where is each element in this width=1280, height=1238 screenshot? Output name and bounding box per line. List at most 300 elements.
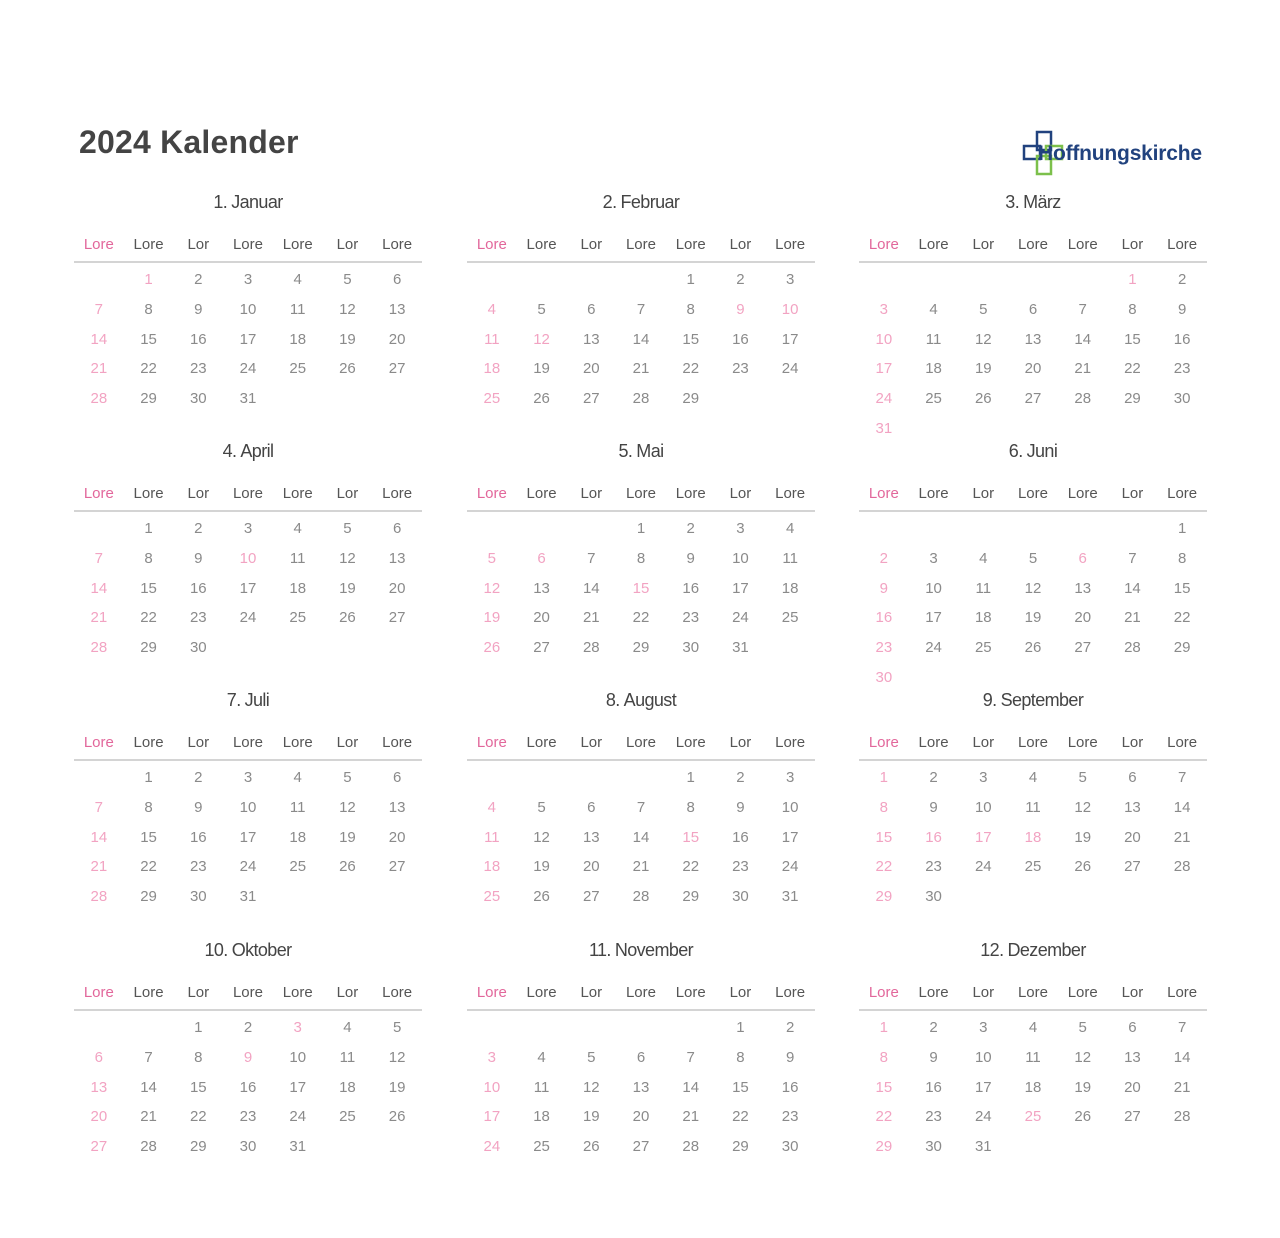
day-grid [467, 514, 815, 663]
weekday-label: Lore [133, 734, 164, 751]
month-name: Juli [244, 690, 270, 710]
weekday-label: Lor [1121, 236, 1144, 253]
day-cell: 16 [781, 1078, 799, 1096]
day-cell: 28 [140, 1138, 157, 1156]
day-cell: 18 [483, 858, 501, 876]
day-cell: 16 [239, 1078, 257, 1096]
day-cell: 26 [483, 639, 501, 657]
day-cell: 11 [289, 549, 306, 567]
day-cell: 24 [781, 858, 799, 876]
day-cell: 7 [1128, 549, 1137, 567]
day-cell: 8 [1128, 300, 1137, 318]
month-block [467, 439, 815, 663]
day-cell: 5 [343, 520, 352, 537]
weekday-label: Lore [868, 485, 899, 502]
day-cell: 3 [785, 769, 795, 786]
day-cell: 8 [194, 1048, 203, 1066]
weekday-header [859, 731, 1207, 761]
day-cell: 21 [632, 360, 650, 378]
empty-cell [517, 1013, 567, 1043]
day-cell: 14 [140, 1078, 157, 1096]
day-grid [467, 763, 815, 912]
day-cell: 16 [189, 330, 207, 348]
day-cell: 21 [90, 858, 108, 876]
weekday-label: Lor [336, 734, 359, 751]
month-block [74, 938, 422, 1162]
month-block [859, 938, 1207, 1162]
day-cell: 19 [974, 360, 992, 378]
day-cell: 10 [974, 1048, 992, 1066]
month-name: Juni [1026, 441, 1058, 461]
day-cell: 27 [1074, 639, 1092, 657]
day-cell: 1 [194, 1019, 203, 1036]
day-cell: 10 [239, 798, 257, 816]
empty-cell [74, 1013, 124, 1043]
day-cell: 23 [682, 609, 700, 627]
empty-cell [566, 514, 616, 544]
day-cell: 3 [879, 300, 889, 318]
day-cell: 31 [974, 1138, 992, 1156]
day-cell: 31 [732, 639, 749, 657]
month-title [859, 190, 1207, 214]
month-block [74, 190, 422, 414]
day-cell: 24 [974, 858, 992, 876]
month-title [467, 938, 815, 962]
month-name: Oktober [231, 940, 292, 960]
day-cell: 23 [732, 858, 749, 876]
day-cell: 22 [632, 609, 650, 627]
day-cell: 23 [781, 1108, 799, 1126]
day-cell: 23 [875, 639, 893, 657]
weekday-label: Lor [580, 984, 603, 1001]
day-cell: 29 [140, 639, 157, 657]
day-cell: 6 [587, 798, 596, 816]
weekday-label: Lore [675, 984, 706, 1001]
day-cell: 25 [974, 639, 992, 657]
day-cell: 2 [785, 1019, 795, 1036]
weekday-label: Lore [232, 734, 263, 751]
day-cell: 3 [929, 549, 938, 567]
day-cell: 2 [243, 1019, 253, 1036]
day-cell: 18 [925, 360, 942, 378]
month-title [859, 688, 1207, 712]
weekday-header [859, 981, 1207, 1011]
day-cell: 27 [90, 1138, 108, 1156]
day-cell: 30 [875, 668, 893, 686]
day-cell: 12 [339, 798, 356, 816]
day-cell: 9 [929, 1048, 938, 1066]
weekday-label: Lore [526, 734, 557, 751]
day-cell: 3 [243, 769, 253, 786]
weekday-header [859, 482, 1207, 512]
day-cell: 5 [487, 549, 497, 567]
empty-cell [859, 514, 909, 544]
month-number: 11. [588, 940, 611, 960]
day-cell: 21 [1173, 828, 1191, 846]
day-cell: 7 [636, 798, 646, 816]
day-cell: 14 [1173, 798, 1191, 816]
empty-cell [1008, 514, 1058, 544]
month-number: 7. [226, 690, 241, 710]
day-cell: 26 [388, 1108, 406, 1126]
day-cell: 2 [736, 271, 745, 288]
empty-cell [566, 1013, 616, 1043]
weekday-header [467, 482, 815, 512]
day-cell: 1 [1128, 271, 1137, 288]
day-cell: 13 [533, 579, 550, 597]
day-cell: 17 [974, 828, 992, 846]
weekday-label: Lore [526, 236, 557, 253]
day-cell: 9 [194, 798, 203, 816]
day-cell: 22 [140, 858, 157, 876]
empty-cell [74, 265, 124, 295]
day-cell: 29 [732, 1138, 749, 1156]
day-cell: 13 [1124, 1048, 1141, 1066]
day-cell: 14 [632, 828, 650, 846]
day-cell: 26 [974, 390, 992, 408]
day-cell: 5 [392, 1019, 402, 1036]
day-cell: 8 [879, 1048, 889, 1066]
day-cell: 20 [632, 1108, 650, 1126]
weekday-label: Lore [1067, 734, 1098, 751]
day-cell: 18 [781, 579, 799, 597]
day-cell: 18 [974, 609, 992, 627]
day-cell: 13 [1024, 330, 1042, 348]
day-cell: 14 [1074, 330, 1092, 348]
day-cell: 31 [289, 1138, 307, 1156]
day-cell: 12 [1024, 579, 1042, 597]
weekday-label: Lore [232, 236, 263, 253]
day-cell: 8 [879, 798, 889, 816]
month-block [467, 190, 815, 414]
day-cell: 15 [140, 330, 157, 348]
weekday-label: Lore [918, 734, 949, 751]
day-cell: 27 [1124, 1108, 1141, 1126]
day-cell: 31 [875, 419, 893, 437]
day-cell: 24 [732, 609, 749, 627]
day-cell: 5 [537, 300, 546, 318]
day-grid [467, 265, 815, 414]
month-number: 9. [982, 690, 997, 710]
day-cell: 15 [140, 579, 157, 597]
day-cell: 12 [1074, 1048, 1092, 1066]
day-cell: 7 [587, 549, 596, 567]
month-name: April [240, 441, 274, 461]
weekday-label: Lore [83, 236, 114, 253]
month-block [74, 688, 422, 912]
day-cell: 11 [289, 300, 306, 318]
day-cell: 22 [140, 360, 157, 378]
empty-cell [616, 265, 666, 295]
day-cell: 27 [582, 888, 600, 906]
day-cell: 27 [582, 390, 600, 408]
weekday-label: Lor [729, 734, 752, 751]
day-cell: 28 [1173, 1108, 1191, 1126]
day-grid [74, 763, 422, 912]
day-cell: 15 [632, 579, 650, 597]
day-cell: 13 [388, 549, 406, 567]
weekday-label: Lore [526, 485, 557, 502]
weekday-label: Lor [580, 734, 603, 751]
month-title [74, 190, 422, 214]
day-cell: 5 [1028, 549, 1038, 567]
day-cell: 20 [1074, 609, 1092, 627]
day-cell: 7 [94, 798, 104, 816]
empty-cell [517, 763, 567, 793]
day-cell: 11 [533, 1078, 550, 1096]
weekday-label: Lore [675, 734, 706, 751]
weekday-label: Lor [972, 485, 995, 502]
weekday-header [467, 731, 815, 761]
weekday-label: Lore [526, 984, 557, 1001]
day-cell: 20 [90, 1108, 108, 1126]
weekday-label: Lore [1017, 984, 1048, 1001]
day-cell: 21 [582, 609, 600, 627]
weekday-label: Lore [382, 984, 413, 1001]
day-cell: 12 [582, 1078, 600, 1096]
day-cell: 15 [875, 828, 893, 846]
day-cell: 25 [289, 609, 307, 627]
day-cell: 17 [732, 579, 749, 597]
day-cell: 25 [781, 609, 799, 627]
day-cell: 27 [1124, 858, 1141, 876]
day-cell: 20 [388, 828, 406, 846]
weekday-label: Lore [625, 734, 656, 751]
month-title [74, 688, 422, 712]
weekday-label: Lor [1121, 485, 1144, 502]
day-cell: 4 [293, 769, 302, 786]
day-cell: 11 [339, 1048, 356, 1066]
day-cell: 12 [339, 549, 356, 567]
day-cell: 30 [239, 1138, 257, 1156]
day-cell: 27 [388, 609, 406, 627]
month-number: 1. [213, 192, 228, 212]
day-cell: 3 [785, 271, 795, 288]
month-title [74, 938, 422, 962]
day-cell: 11 [1025, 798, 1041, 816]
day-cell: 13 [582, 330, 600, 348]
day-cell: 22 [140, 609, 157, 627]
month-number: 8. [605, 690, 620, 710]
day-cell: 11 [484, 828, 500, 846]
day-cell: 30 [682, 639, 700, 657]
day-cell: 4 [487, 300, 497, 318]
day-cell: 1 [736, 1019, 745, 1036]
month-block [859, 688, 1207, 912]
day-cell: 28 [682, 1138, 700, 1156]
day-cell: 11 [289, 798, 306, 816]
day-cell: 26 [1074, 1108, 1092, 1126]
day-cell: 7 [636, 300, 646, 318]
day-cell: 10 [925, 579, 942, 597]
day-cell: 17 [781, 330, 799, 348]
day-cell: 9 [686, 549, 695, 567]
month-block [859, 439, 1207, 693]
day-cell: 19 [339, 828, 356, 846]
weekday-label: Lore [282, 984, 313, 1001]
day-cell: 19 [388, 1078, 406, 1096]
day-cell: 10 [781, 798, 799, 816]
empty-cell [74, 763, 124, 793]
day-cell: 28 [1173, 858, 1191, 876]
day-cell: 14 [90, 828, 108, 846]
day-cell: 9 [194, 300, 203, 318]
day-cell: 4 [537, 1048, 546, 1066]
day-cell: 22 [189, 1108, 207, 1126]
day-cell: 20 [1024, 360, 1042, 378]
day-cell: 19 [483, 609, 501, 627]
empty-cell [1058, 514, 1108, 544]
day-cell: 25 [533, 1138, 550, 1156]
day-cell: 2 [194, 769, 203, 786]
day-cell: 22 [682, 858, 700, 876]
day-cell: 23 [189, 360, 207, 378]
day-cell: 1 [1177, 520, 1187, 537]
page-title: 2024 Kalender [79, 124, 299, 160]
weekday-label: Lore [133, 984, 164, 1001]
day-cell: 19 [1024, 609, 1042, 627]
weekday-label: Lore [382, 734, 413, 751]
logo [1022, 130, 1222, 178]
day-cell: 30 [1173, 390, 1191, 408]
empty-cell [666, 1013, 716, 1043]
day-cell: 8 [636, 549, 646, 567]
month-number: 2. [602, 192, 617, 212]
day-cell: 28 [90, 639, 108, 657]
month-name: Februar [620, 192, 680, 212]
day-cell: 15 [140, 828, 157, 846]
day-cell: 20 [1124, 1078, 1141, 1096]
day-cell: 29 [1173, 639, 1191, 657]
day-cell: 8 [144, 300, 153, 318]
day-cell: 14 [1173, 1048, 1191, 1066]
day-grid [859, 1013, 1207, 1162]
day-cell: 29 [875, 888, 893, 906]
day-cell: 7 [1177, 769, 1187, 786]
empty-cell [958, 265, 1008, 295]
day-cell: 10 [974, 798, 992, 816]
day-cell: 6 [392, 271, 402, 288]
day-cell: 7 [94, 300, 104, 318]
logo-text: Hoffnungskirche [1038, 142, 1202, 165]
day-cell: 5 [343, 769, 352, 786]
day-cell: 15 [1173, 579, 1191, 597]
day-cell: 4 [293, 271, 302, 288]
day-cell: 6 [587, 300, 596, 318]
weekday-header [859, 233, 1207, 263]
weekday-label: Lor [336, 236, 359, 253]
month-number: 10. [204, 940, 228, 960]
day-cell: 23 [925, 1108, 942, 1126]
day-cell: 17 [925, 609, 942, 627]
day-cell: 15 [682, 828, 700, 846]
weekday-label: Lor [336, 485, 359, 502]
day-cell: 13 [388, 798, 406, 816]
day-cell: 25 [289, 858, 307, 876]
day-cell: 10 [289, 1048, 307, 1066]
empty-cell [616, 1013, 666, 1043]
weekday-label: Lore [868, 734, 899, 751]
month-number: 6. [1008, 441, 1023, 461]
day-grid [859, 763, 1207, 912]
day-cell: 30 [732, 888, 749, 906]
empty-cell [616, 763, 666, 793]
day-cell: 19 [339, 579, 356, 597]
day-cell: 3 [979, 1019, 988, 1036]
day-cell: 23 [732, 360, 749, 378]
day-cell: 16 [732, 330, 749, 348]
empty-cell [467, 265, 517, 295]
day-cell: 1 [879, 1019, 889, 1036]
day-cell: 1 [686, 271, 695, 288]
weekday-label: Lore [133, 485, 164, 502]
weekday-header [74, 482, 422, 512]
weekday-label: Lore [1017, 485, 1048, 502]
day-cell: 18 [289, 330, 307, 348]
day-cell: 8 [736, 1048, 745, 1066]
weekday-label: Lor [580, 485, 603, 502]
month-title [467, 439, 815, 463]
day-cell: 9 [736, 798, 745, 816]
day-cell: 21 [1074, 360, 1092, 378]
day-cell: 31 [239, 390, 257, 408]
month-title [467, 190, 815, 214]
day-cell: 1 [144, 769, 153, 786]
day-cell: 18 [289, 579, 307, 597]
month-block [467, 938, 815, 1162]
day-cell: 28 [582, 639, 600, 657]
month-name: September [1000, 690, 1084, 710]
weekday-label: Lore [1017, 734, 1048, 751]
day-cell: 18 [1024, 1078, 1042, 1096]
day-cell: 21 [1124, 609, 1141, 627]
day-cell: 30 [189, 390, 207, 408]
month-name: Mai [636, 441, 664, 461]
day-cell: 19 [339, 330, 356, 348]
day-cell: 14 [632, 330, 650, 348]
day-cell: 6 [636, 1048, 646, 1066]
day-cell: 30 [925, 888, 942, 906]
day-cell: 31 [781, 888, 799, 906]
day-cell: 17 [239, 330, 257, 348]
day-cell: 27 [632, 1138, 650, 1156]
day-cell: 20 [388, 330, 406, 348]
weekday-label: Lore [382, 236, 413, 253]
day-cell: 20 [582, 360, 600, 378]
month-name: Januar [231, 192, 283, 212]
day-cell: 22 [1124, 360, 1141, 378]
weekday-header [74, 981, 422, 1011]
day-cell: 11 [782, 549, 798, 567]
day-cell: 7 [1177, 1019, 1187, 1036]
day-cell: 11 [925, 330, 942, 348]
day-cell: 15 [732, 1078, 749, 1096]
day-grid [859, 514, 1207, 693]
day-cell: 1 [144, 520, 153, 537]
month-number: 3. [1005, 192, 1020, 212]
day-cell: 3 [487, 1048, 497, 1066]
day-cell: 24 [289, 1108, 307, 1126]
day-grid [74, 1013, 422, 1162]
day-cell: 21 [140, 1108, 157, 1126]
day-cell: 25 [925, 390, 942, 408]
day-cell: 4 [785, 520, 795, 537]
day-cell: 12 [533, 330, 550, 348]
day-cell: 22 [875, 858, 893, 876]
day-cell: 10 [239, 549, 257, 567]
weekday-label: Lore [282, 485, 313, 502]
day-grid [74, 265, 422, 414]
